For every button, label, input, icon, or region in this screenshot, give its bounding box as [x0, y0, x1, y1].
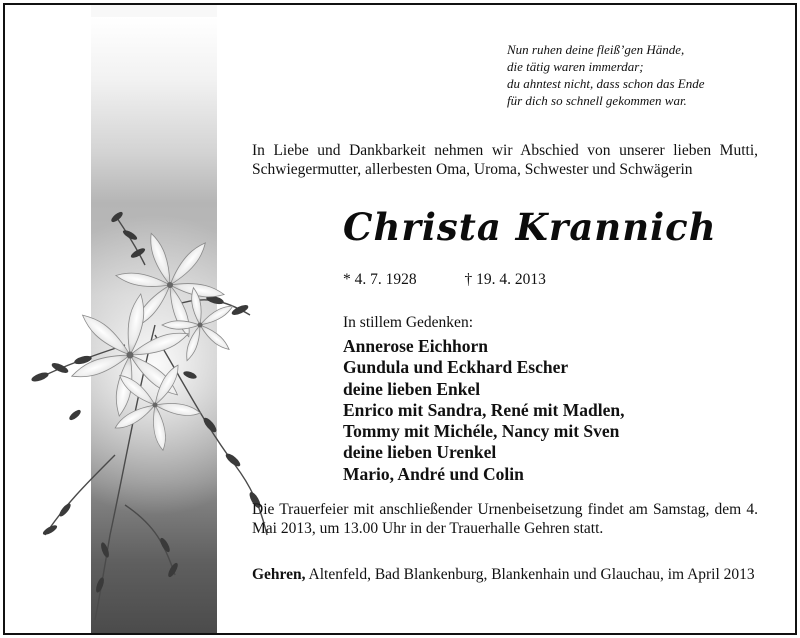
poem-line: Nun ruhen deine fleiß’gen Hände, — [507, 42, 685, 57]
place-and-date — [252, 565, 758, 584]
obituary-notice — [3, 3, 797, 635]
mourner-line: deine lieben Urenkel — [343, 442, 497, 463]
gradient-band-top — [91, 5, 217, 17]
poem-line: die tätig waren immerdar; — [507, 59, 644, 74]
poem-line: du ahntest nicht, dass schon das Ende — [507, 76, 705, 91]
mourner-line: Tommy mit Michéle, Nancy mit Sven — [343, 421, 620, 442]
birth-date: * 4. 7. 1928 — [343, 271, 417, 288]
poem-line: für dich so schnell gekommen war. — [507, 93, 687, 108]
mourner-line: Gundula und Eckhard Escher — [343, 357, 569, 378]
mourner-line: Mario, André und Colin — [343, 463, 524, 484]
mourner-line: Enrico mit Sandra, René mit Madlen, — [343, 399, 625, 420]
poem — [507, 41, 757, 109]
flower-bouquet-icon — [5, 205, 275, 625]
death-date: † 19. 4. 2013 — [464, 271, 546, 288]
deceased-name: Christa Krannich — [343, 205, 717, 249]
place-rest: Altenfeld, Bad Blankenburg, Blankenhain und Glauchau, im April 2013 — [305, 566, 755, 583]
mourner-line: deine lieben Enkel — [343, 378, 481, 399]
intro-text: In Liebe und Dankbarkeit nehmen wir Abschied von unserer lieben Mutti, Schwiegermutter, allerbesten Oma, Uroma, Schwester und Schwägerin — [252, 142, 758, 178]
memory-heading: In stillem Gedenken: — [343, 314, 473, 331]
place-town: Gehren, — [252, 566, 306, 583]
ceremony-info: Die Trauerfeier mit anschließender Urnenbeisetzung findet am Samstag, dem 4. Mai 2013, um 13.00 Uhr in der Trauerhalle Gehren statt. — [252, 501, 758, 537]
life-dates — [343, 271, 546, 289]
mourner-line: Annerose Eichhorn — [343, 336, 489, 356]
mourners-list — [343, 336, 624, 485]
